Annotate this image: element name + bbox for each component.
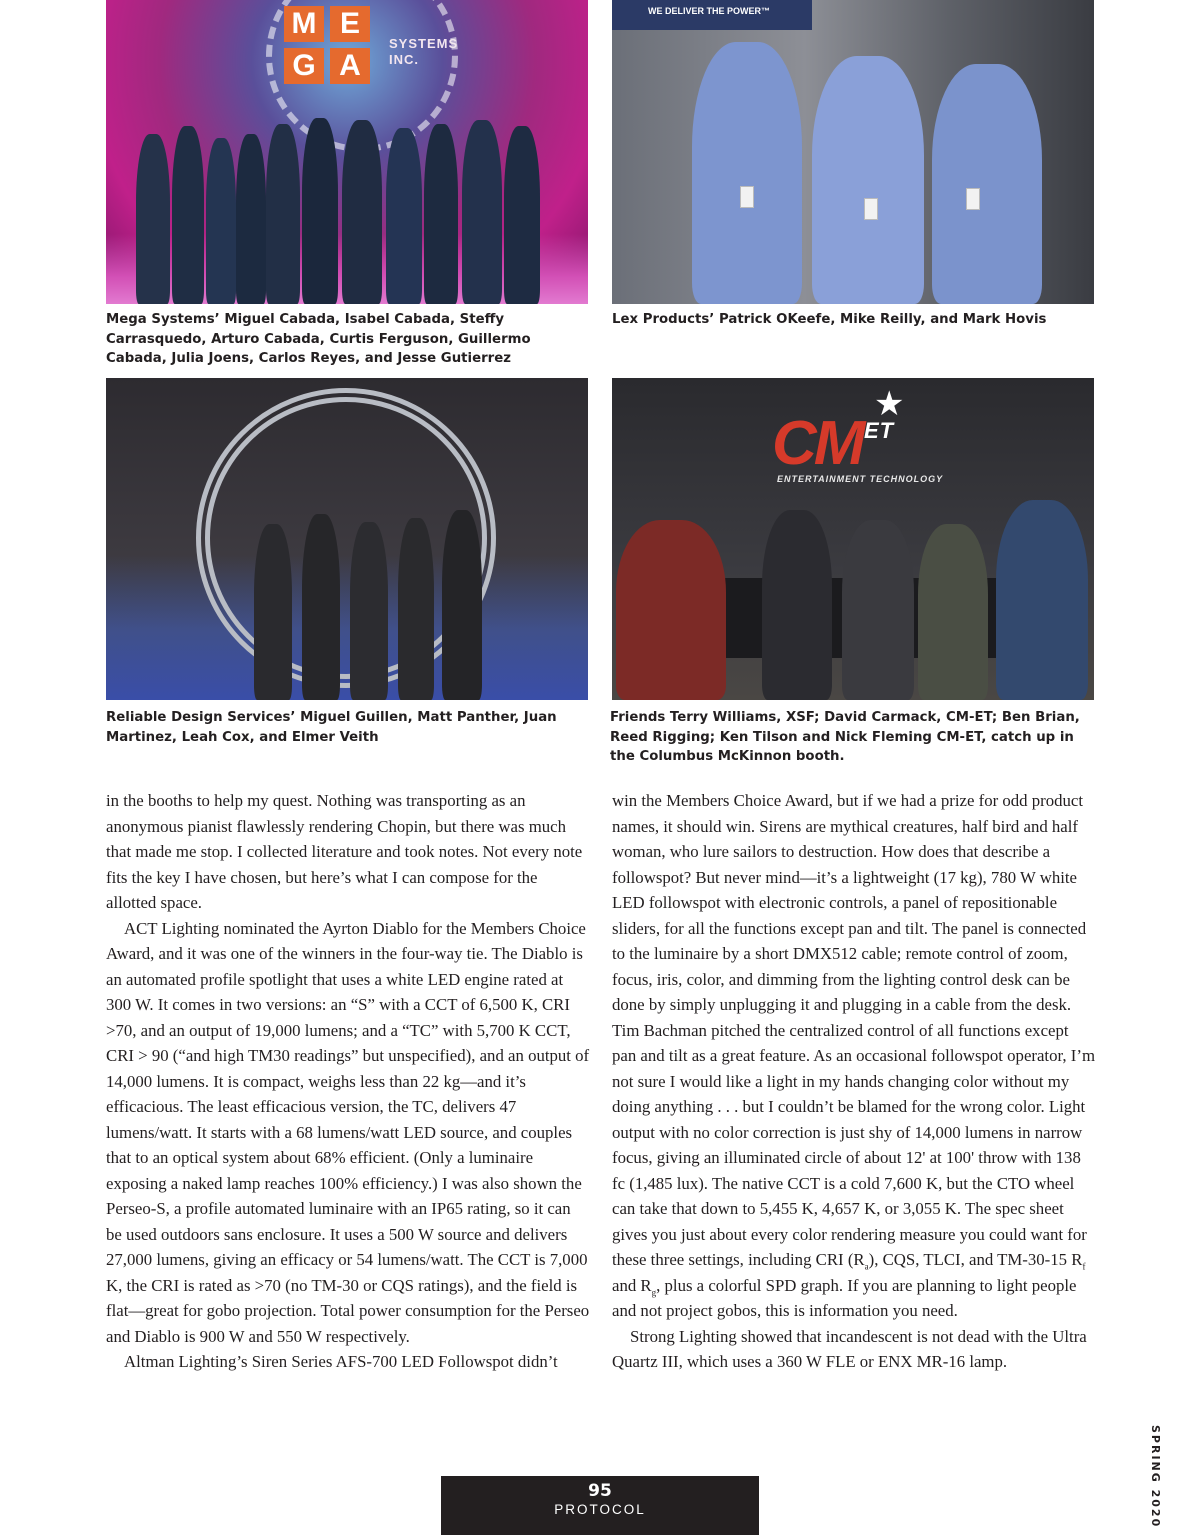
lanyard-badge [966,188,980,210]
text-run: and R [612,1275,652,1295]
sign-text: SYSTEMS [389,36,459,51]
booth-logo-superscript: ET [864,418,895,443]
article-paragraph: Strong Lighting showed that incandescent is not dead with the Ultra Quartz III, which uses a 360 W FLE or ENX MR-16 lamp. [612,1326,1087,1371]
photo-mega-systems [106,0,588,304]
person [424,124,458,304]
person [918,524,988,700]
person [932,64,1042,304]
sign-text: INC. [389,52,419,67]
article-column-right [612,788,1096,1375]
person [302,514,340,700]
article-column-left [106,788,590,1375]
subscript: g [651,1286,657,1297]
photo-reliable-design [106,378,588,700]
person [616,520,726,700]
photo-caption: Reliable Design Services’ Miguel Guillen, Matt Panther, Juan Martinez, Leah Cox, and Elmer Veith [106,710,557,745]
subscript: a [864,1261,869,1272]
person [762,510,832,700]
person [236,134,266,304]
booth-logo: CM [772,409,863,478]
logo-tile: G [284,48,324,84]
person [996,500,1088,700]
article-paragraph: ACT Lighting nominated the Ayrton Diablo for the Members Choice Award, and it was one of the winners in the four-way tie. The Diablo is an automated profile spotlight that uses a white LED engine rated at 300 W. It comes in two versions: an “S” with a CCT of 6,500 K, CRI >70, and an output of 19,000 lumens; and a “TC” with 5,700 K CCT, CRI > 90 (“and high TM30 readings” but unspecified), and an output of 14,000 lumens. It is compact, weighs less than 22 kg—and it’s efficacious. The least efficacious version, the TC, delivers 47 lumens/watt. It starts with a 68 lumens/watt LED source, and couples that to an optical system about 68% efficient. (Only a luminaire exposing a naked lamp reaches 100% efficiency.) I was also shown the Perseo-S, a profile automated luminaire with an IP65 rating, so it can be used outdoors sans enclosure. It uses a 500 W source and delivers 27,000 lumens, giving an efficacy or 54 lumens/watt. The CCT is 7,000 K, the CRI is rated as >70 (no TM-30 or CQS ratings), and the field is flat—great for gobo projection. Total power consumption for the Perseo and Diablo is 900 W and 550 W respectively. [106,918,590,1346]
person [136,134,170,304]
article-paragraph: Altman Lighting’s Siren Series AFS-700 LED Followspot didn’t [124,1352,558,1371]
person [254,524,292,700]
photo-caption: Lex Products’ Patrick OKeefe, Mike Reilly, and Mark Hovis [612,312,1047,327]
logo-tile: M [284,6,324,42]
page-number: 95 [588,1481,612,1501]
person [302,118,338,304]
photo-lex-products [612,0,1094,304]
person [386,128,422,304]
footer-box [441,1476,759,1535]
photo-caption: Friends Terry Williams, XSF; David Carmack, CM-ET; Ben Brian, Reed Rigging; Ken Tilson and Nick Fleming CM-ET, catch up in the Columbus McKinnon booth. [610,710,1080,764]
photo-cm-et [612,378,1094,700]
text-run: win the Members Choice Award, but if we had a prize for odd product names, it should win. Sirens are mythical creatures, half bird and half woman, who lure sailors to destruction. How does that describe a followspot? But never mind—it’s a lightweight (17 kg), 780 W white LED followspot with electronic controls, a panel of repositionable sliders, for all the functions except pan and tilt. The panel is connected to the luminaire by a short DMX512 cable; remote control of zoom, focus, iris, color, and dimming from the lighting control desk can be done by simply unplugging it and plugging in a cable from the desk. Tim Bachman pitched the centralized control of all functions except pan and tilt as a great feature. As an occasional followspot operator, I’m not sure I would like a light in my hands changing color without my doing anything . . . but I couldn’t be blamed for the wrong color. Light output with no color correction is just shy of 14,000 lumens in narrow focus, giving an illuminated circle of about 12' at 100' throw with 138 fc (1,485 lux). The native CCT is a cold 7,600 K, but the CTO wheel can take that down to 5,455 K, 4,657 K, or 3,055 K. The spec sheet gives you just about every color rendering measure you could want for these three settings, including CRI (R [612,791,1096,1269]
person [342,120,382,304]
star-icon: ★ [874,386,905,423]
person [172,126,204,304]
article-paragraph [612,788,1096,1324]
person [462,120,502,304]
booth-logo-subtitle: ENTERTAINMENT TECHNOLOGY [777,474,944,484]
magazine-name: PROTOCOL [554,1502,646,1517]
banner-text: WE DELIVER THE POWER™ [648,6,771,16]
text-run: , plus a colorful SPD graph. If you are planning to light people and not project gobos, this is information you need. [612,1275,1077,1320]
logo-tile: E [330,6,370,42]
issue-label: SPRING 2020 [1149,1425,1162,1529]
person [350,522,388,700]
person [266,124,300,304]
person [842,520,914,700]
person [504,126,540,304]
article-paragraph: in the booths to help my quest. Nothing was transporting as an anonymous pianist flawlessly rendering Chopin, but there was much that made me stop. I collected literature and took notes. Not every note fits the key I have chosen, but here’s what I can compose for the allotted space. [106,791,583,912]
text-run: ), CQS, TLCI, and TM-30-15 R [868,1250,1083,1269]
photo-caption: Mega Systems’ Miguel Cabada, Isabel Cabada, Steffy Carrasquedo, Arturo Cabada, Curtis Ferguson, Guillermo Cabada, Julia Joens, Carlos Reyes, and Jesse Gutierrez [106,312,531,366]
person [398,518,434,700]
person [442,510,482,700]
person [206,138,236,304]
person [812,56,924,304]
person [692,42,802,304]
logo-tile: A [330,48,370,84]
subscript: f [1082,1261,1086,1272]
lanyard-badge [864,198,878,220]
lanyard-badge [740,186,754,208]
